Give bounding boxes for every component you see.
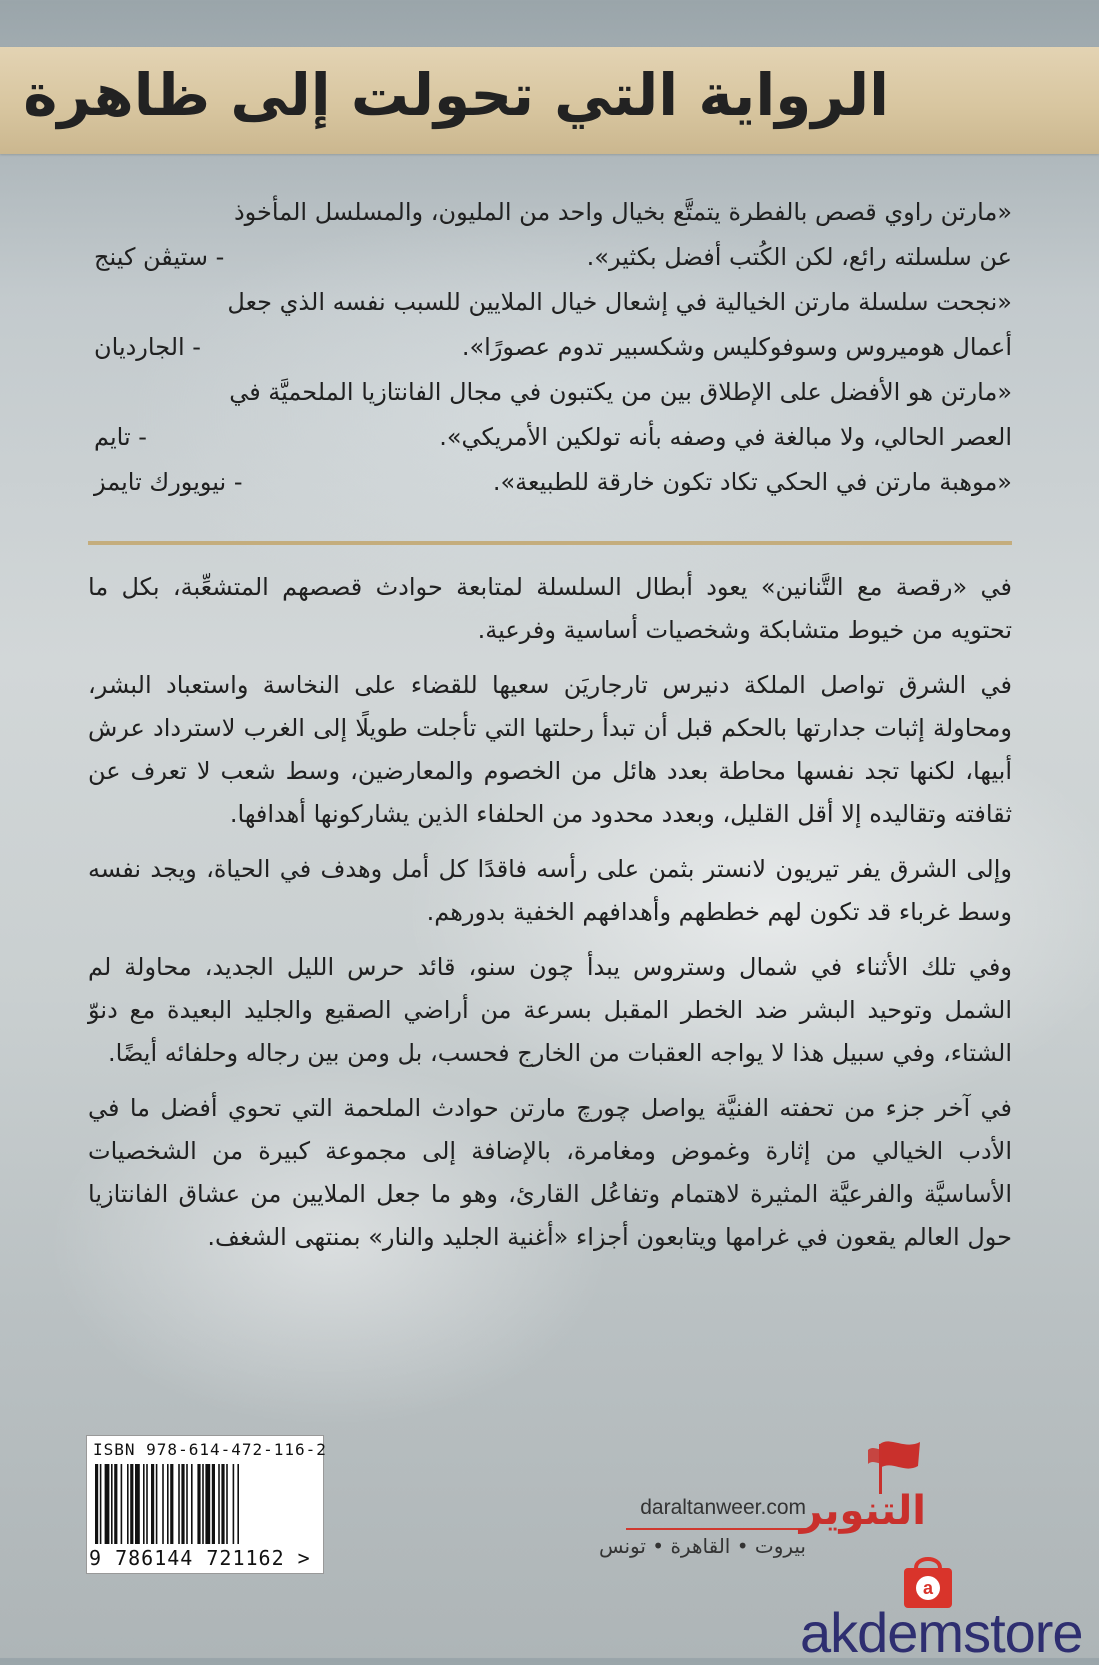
blurb-paragraph: في «رقصة مع التَّنانين» يعود أبطال السلسلة لمتابعة حوادث قصصهم المتشعِّبة، بكل ما تحتويه من خيوط متشابكة وشخصيات أساسية وفرعية.	[88, 573, 1012, 644]
quote-line	[88, 460, 1012, 505]
blurb-paragraph: في آخر جزء من تحفته الفنيَّة يواصل چورچ مارتن حوادث الملحمة التي تحوي أفضل ما في الأدب الخيالي من إثارة وغموض ومغامرة، بالإضافة إلى مجموعة كبيرة من الشخصيات الأساسيَّة والفرعيَّة المثيرة لاهتمام وتفاعُل القارئ، وهو ما جعل الملايين من عشاق الفانتازيا حول العالم يقعون في غرامها ويتابعون أجزاء «أغنية الجليد والنار» بمنتهى الشغف.	[88, 1094, 1012, 1251]
quote-text: «موهبة مارتن في الحكي تكاد تكون خارقة للطبيعة».	[492, 468, 1012, 496]
quote-text: عن سلسلته رائع، لكن الكُتب أفضل بكثير».	[586, 243, 1012, 271]
quote-text: «نجحت سلسلة مارتن الخيالية في إشعال خيال الملايين للسبب نفسه الذي جعل	[227, 288, 1012, 316]
quote-line	[88, 325, 1012, 370]
blurb-paragraph: وفي تلك الأثناء في شمال وستروس يبدأ چون سنو، قائد حرس الليل الجديد، محاولة لم الشمل وتوحيد البشر ضد الخطر المقبل بسرعة من أراضي الصقيع والجليد البعيدة مع دنوّ الشتاء، وفي سبيل هذا لا يواجه العقبات من الخارج فحسب، بل ومن بين رجاله وحلفائه أيضًا.	[88, 953, 1012, 1067]
quote-text: «مارتن هو الأفضل على الإطلاق بين من يكتبون في مجال الفانتازيا الملحميَّة في	[229, 378, 1012, 406]
publisher-url: daraltanweer.com	[640, 1496, 806, 1519]
isbn-label: ISBN 978-614-472-116-2	[93, 1440, 327, 1459]
publisher-block	[598, 1436, 936, 1566]
quote-line	[88, 235, 1012, 280]
quote-source: - الجارديان	[94, 333, 201, 361]
quote-text: العصر الحالي، ولا مبالغة في وصفه بأنه تولكين الأمريكي».	[439, 423, 1012, 451]
barcode-bars	[95, 1464, 315, 1544]
store-watermark: akdemstore	[800, 1601, 1083, 1664]
quote-source: - ستيڤن كينج	[94, 243, 225, 271]
review-quotes	[88, 190, 1012, 505]
quote-source: - تايم	[94, 423, 147, 451]
title-band	[0, 47, 1099, 154]
section-divider	[88, 541, 1012, 545]
publisher-logo-text: التنوير	[799, 1488, 926, 1534]
quote-line	[88, 415, 1012, 460]
blurb-paragraph: في الشرق تواصل الملكة دنيرس تارجاريَن سعيها للقضاء على النخاسة واستعباد البشر، ومحاولة إثبات جدارتها بالحكم قبل أن تبدأ رحلتها التي تأجلت طويلًا إلى الغرب لاسترداد عرش أبيها، لكنها تجد نفسها محاطة بعدد هائل من الخصوم والمعارضين، وسط شعب لا تعرف عن ثقافته وتقاليده إلا أقل القليل، وبعدد محدود من الحلفاء الذين يشاركونها أهدافها.	[88, 671, 1012, 828]
quote-line	[88, 190, 1012, 235]
quote-text: أعمال هوميروس وسوفوكليس وشكسبير تدوم عصورًا».	[461, 333, 1012, 361]
blurb-paragraph: وإلى الشرق يفر تيريون لانستر بثمن على رأسه فاقدًا كل أمل وهدف في الحياة، ويجد نفسه وسط غرباء قد تكون لهم خططهم وأهدافهم الخفية بدورهم.	[88, 855, 1012, 926]
publisher-rule	[626, 1528, 806, 1530]
quote-line	[88, 370, 1012, 415]
quote-line	[88, 280, 1012, 325]
svg-text:a: a	[922, 1578, 934, 1598]
barcode-digits: 9 786144 721162 >	[89, 1546, 311, 1570]
isbn-barcode	[86, 1435, 327, 1574]
cover-tagline: الرواية التي تحولت إلى ظاهرة	[23, 61, 889, 129]
quote-source: - نيويورك تايمز	[94, 468, 243, 496]
flag-icon	[810, 1436, 936, 1496]
quote-text: «مارتن راوي قصص بالفطرة يتمتَّع بخيال واحد من المليون، والمسلسل المأخوذ	[233, 198, 1012, 226]
publisher-logo	[799, 1436, 936, 1566]
book-blurb	[88, 566, 1012, 1271]
publisher-cities: بيروت • القاهرة • تونس	[598, 1534, 806, 1558]
